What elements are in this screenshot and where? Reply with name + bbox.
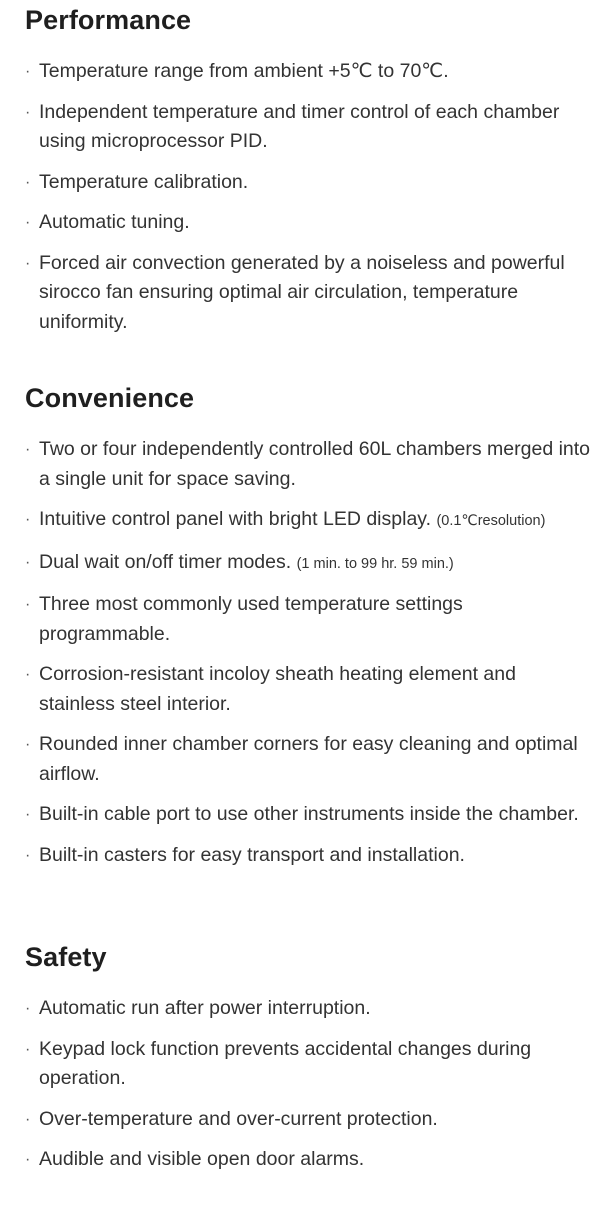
feature-list-convenience <box>25 435 595 870</box>
bullet-icon: · <box>25 806 31 823</box>
list-item <box>25 841 595 871</box>
bullet-icon: · <box>25 846 31 864</box>
list-item <box>25 994 595 1024</box>
item-text: Forced air convection generated by a noiseless and powerful sirocco fan ensuring optimal air circulation, temperature uniformity. <box>39 251 565 333</box>
bullet-icon: · <box>25 63 31 80</box>
bullet-icon: · <box>25 511 31 528</box>
list-item <box>25 98 595 157</box>
list-item <box>25 1035 595 1094</box>
list-item <box>25 505 595 537</box>
item-note: (0.1℃resolution) <box>436 513 546 529</box>
item-text: Intuitive control panel with bright LED display. <box>39 508 432 530</box>
item-text: Temperature range from ambient +5℃ to 70℃. <box>39 60 449 82</box>
item-text: Temperature calibration. <box>39 170 249 193</box>
item-text: Keypad lock function prevents accidental changes during operation. <box>39 1037 532 1089</box>
feature-list-safety <box>25 994 595 1175</box>
list-item <box>25 1105 595 1135</box>
list-item <box>25 249 595 338</box>
list-item <box>25 548 595 580</box>
item-text: Two or four independently controlled 60L chambers merged into a single unit for space saving. <box>39 438 591 490</box>
bullet-icon: · <box>25 441 31 458</box>
list-item <box>25 590 595 649</box>
list-item <box>25 435 595 494</box>
bullet-icon: · <box>25 596 31 613</box>
list-item <box>25 168 595 198</box>
feature-list-performance <box>25 57 595 337</box>
item-text: Audible and visible open door alarms. <box>39 1148 365 1170</box>
bullet-icon: · <box>25 1110 31 1128</box>
item-text: Rounded inner chamber corners for easy cleaning and optimal airflow. <box>39 733 578 785</box>
bullet-icon: · <box>25 173 31 191</box>
item-text: Three most commonly used temperature settings programmable. <box>39 593 463 645</box>
bullet-icon: · <box>25 214 31 231</box>
bullet-icon: · <box>25 736 31 753</box>
item-text: Built-in cable port to use other instruments inside the chamber. <box>39 803 579 825</box>
section-title-safety: Safety <box>25 942 107 972</box>
section-title-convenience: Convenience <box>25 383 195 413</box>
section-title-performance: Performance <box>25 5 192 35</box>
item-note: (1 min. to 99 hr. 59 min.) <box>296 555 454 572</box>
section-convenience <box>25 381 595 881</box>
bullet-icon: · <box>25 553 31 571</box>
item-text: Independent temperature and timer control of each chamber using microprocessor PID. <box>39 100 560 152</box>
item-text: Automatic tuning. <box>39 211 190 233</box>
bullet-icon: · <box>25 1151 31 1168</box>
item-text: Dual wait on/off timer modes. <box>39 550 292 573</box>
bullet-icon: · <box>25 103 31 121</box>
list-item <box>25 208 595 238</box>
list-item <box>25 800 595 830</box>
list-item <box>25 730 595 789</box>
list-item <box>25 57 595 87</box>
list-item <box>25 1145 595 1175</box>
bullet-icon: · <box>25 1000 31 1017</box>
item-text: Over-temperature and over-current protection. <box>39 1107 438 1130</box>
item-text: Corrosion-resistant incoloy sheath heating element and stainless steel interior. <box>39 663 516 715</box>
list-item <box>25 660 595 719</box>
bullet-icon: · <box>25 254 31 272</box>
item-text: Automatic run after power interruption. <box>39 997 371 1019</box>
section-performance <box>25 3 595 348</box>
bullet-icon: · <box>25 1040 31 1058</box>
section-safety <box>25 940 595 1186</box>
bullet-icon: · <box>25 666 31 683</box>
item-text: Built-in casters for easy transport and installation. <box>39 843 465 866</box>
